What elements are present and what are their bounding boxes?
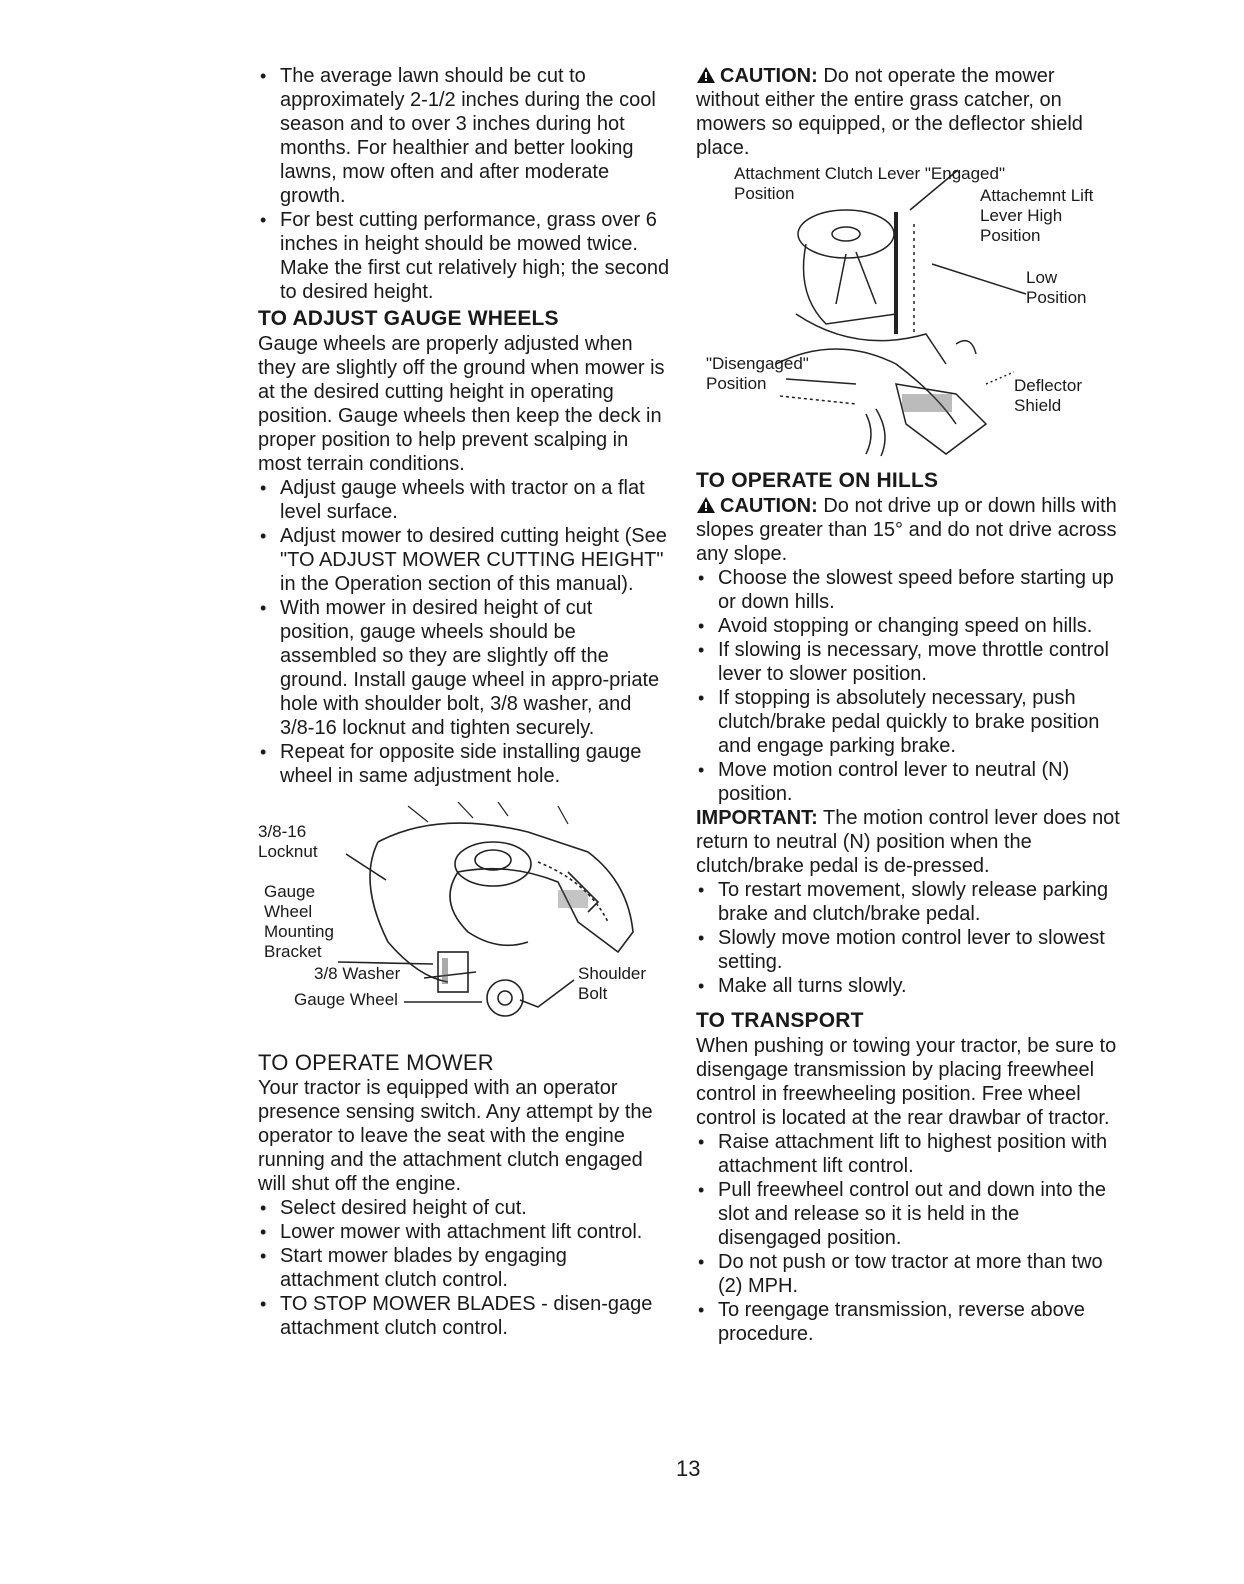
warning-triangle-icon xyxy=(696,496,716,514)
deflector-shield-label: Deflector Shield xyxy=(1014,376,1083,415)
disengaged-position-label: "Disengaged" Position xyxy=(706,354,809,393)
operate-mower-intro: Your tractor is equipped with an operator presence sensing switch. Any attempt by the operator to leave the seat with the engine running and the attachment clutch engaged will shut off the engine. xyxy=(258,1077,653,1195)
washer-label: 3/8 Washer xyxy=(314,964,401,983)
list-item: • Repeat for opposite side installing gauge wheel in same adjustment hole. xyxy=(258,740,670,788)
transport-steps xyxy=(696,1130,1120,1346)
list-item: • Adjust mower to desired cutting height (See "TO ADJUST MOWER CUTTING HEIGHT" in the Operation section of this manual). xyxy=(258,524,670,596)
gauge-wheel-label: Gauge Wheel xyxy=(294,990,398,1009)
list-item: • Select desired height of cut. xyxy=(258,1196,670,1220)
list-item: • To restart movement, slowly release parking brake and clutch/brake pedal. xyxy=(696,878,1120,926)
list-item: • Adjust gauge wheels with tractor on a flat level surface. xyxy=(258,476,670,524)
section-heading-transport: TO TRANSPORT xyxy=(696,1009,864,1032)
list-item: • With mower in desired height of cut position, gauge wheels should be assembled so they are slightly off the ground. Install gauge wheel in appro-priate hole with shoulder bolt, 3/8 washer, and 3/8-16 locknut and tighten securely. xyxy=(258,596,670,740)
list-item: • Lower mower with attachment lift control. xyxy=(258,1220,670,1244)
section-heading-operate-mower: TO OPERATE MOWER xyxy=(258,1050,494,1075)
low-position-label: Low Position xyxy=(1026,268,1087,307)
transport-intro: When pushing or towing your tractor, be sure to disengage transmission by placing freewheel control in freewheeling position. Free wheel control is located at the rear drawbar of tractor. xyxy=(696,1035,1117,1129)
gauge-wheels-intro: Gauge wheels are properly adjusted when they are slightly off the ground when mower is at the desired cutting height in operating position. Gauge wheels then keep the deck in proper position to help prevent scalping in most terrain conditions. xyxy=(258,333,665,475)
engaged-position-label: Attachment Clutch Lever "Engaged" Position xyxy=(734,164,1006,203)
important-note xyxy=(696,806,1120,878)
list-item: • TO STOP MOWER BLADES - disen-gage attachment clutch control. xyxy=(258,1292,670,1340)
gauge-wheels-steps xyxy=(258,476,670,788)
list-item: • Slowly move motion control lever to slowest setting. xyxy=(696,926,1120,974)
important-label: IMPORTANT: xyxy=(696,807,818,829)
mounting-bracket-label: Gauge Wheel Mounting Bracket xyxy=(264,882,334,961)
clutch-lever-figure xyxy=(696,164,1120,460)
mowing-tips-list xyxy=(258,64,670,304)
list-item: • Avoid stopping or changing speed on hills. xyxy=(696,614,1120,638)
list-item: • For best cutting performance, grass over 6 inches in height should be mowed twice. Make the first cut relatively high; the second to desired height. xyxy=(258,208,670,304)
right-column xyxy=(696,64,1120,1346)
list-item: • The average lawn should be cut to approximately 2-1/2 inches during the cool season and to over 3 inches during hot months. For healthier and better looking lawns, mow often and after moderate growth. xyxy=(258,64,670,208)
list-item: • Make all turns slowly. xyxy=(696,974,1120,998)
list-item: • To reengage transmission, reverse above procedure. xyxy=(696,1298,1120,1346)
hills-steps xyxy=(696,566,1120,806)
caution-label: CAUTION: xyxy=(720,65,818,87)
list-item: • If stopping is absolutely necessary, push clutch/brake pedal quickly to brake position and engage parking brake. xyxy=(696,686,1120,758)
list-item: • Pull freewheel control out and down into the slot and release so it is held in the disengaged position. xyxy=(696,1178,1120,1250)
list-item: • Choose the slowest speed before starting up or down hills. xyxy=(696,566,1120,614)
list-item: • Do not push or tow tractor at more than two (2) MPH. xyxy=(696,1250,1120,1298)
important-text: The motion control lever does not return to neutral (N) position when the clutch/brake pedal is de-pressed. xyxy=(696,807,1120,877)
list-item: • Raise attachment lift to highest position with attachment lift control. xyxy=(696,1130,1120,1178)
list-item: • If slowing is necessary, move throttle control lever to slower position. xyxy=(696,638,1120,686)
operate-mower-steps xyxy=(258,1196,670,1340)
lift-lever-high-label: Attachemnt Lift Lever High Position xyxy=(980,186,1094,245)
page-number: 13 xyxy=(676,1456,701,1481)
section-heading-hills: TO OPERATE ON HILLS xyxy=(696,469,939,492)
caution-label: CAUTION: xyxy=(720,495,818,517)
left-column xyxy=(258,64,670,1340)
hills-steps-continued xyxy=(696,878,1120,998)
caution-text: Do not drive up or down hills with slopes greater than 15° and do not drive across any slope. xyxy=(696,495,1117,565)
gauge-wheel-figure xyxy=(258,802,670,1038)
shoulder-bolt-label: Shoulder Bolt xyxy=(578,964,647,1003)
caution-text: Do not operate the mower without either the entire grass catcher, on mowers so equipped, or the deflector shield place. xyxy=(696,65,1083,159)
locknut-label: 3/8-16 Locknut xyxy=(258,822,318,861)
list-item: • Move motion control lever to neutral (N) position. xyxy=(696,758,1120,806)
caution-hills xyxy=(696,494,1120,566)
list-item: • Start mower blades by engaging attachment clutch control. xyxy=(258,1244,670,1292)
caution-deflector xyxy=(696,64,1120,160)
section-heading-gauge-wheels: TO ADJUST GAUGE WHEELS xyxy=(258,307,559,330)
warning-triangle-icon xyxy=(696,66,716,84)
